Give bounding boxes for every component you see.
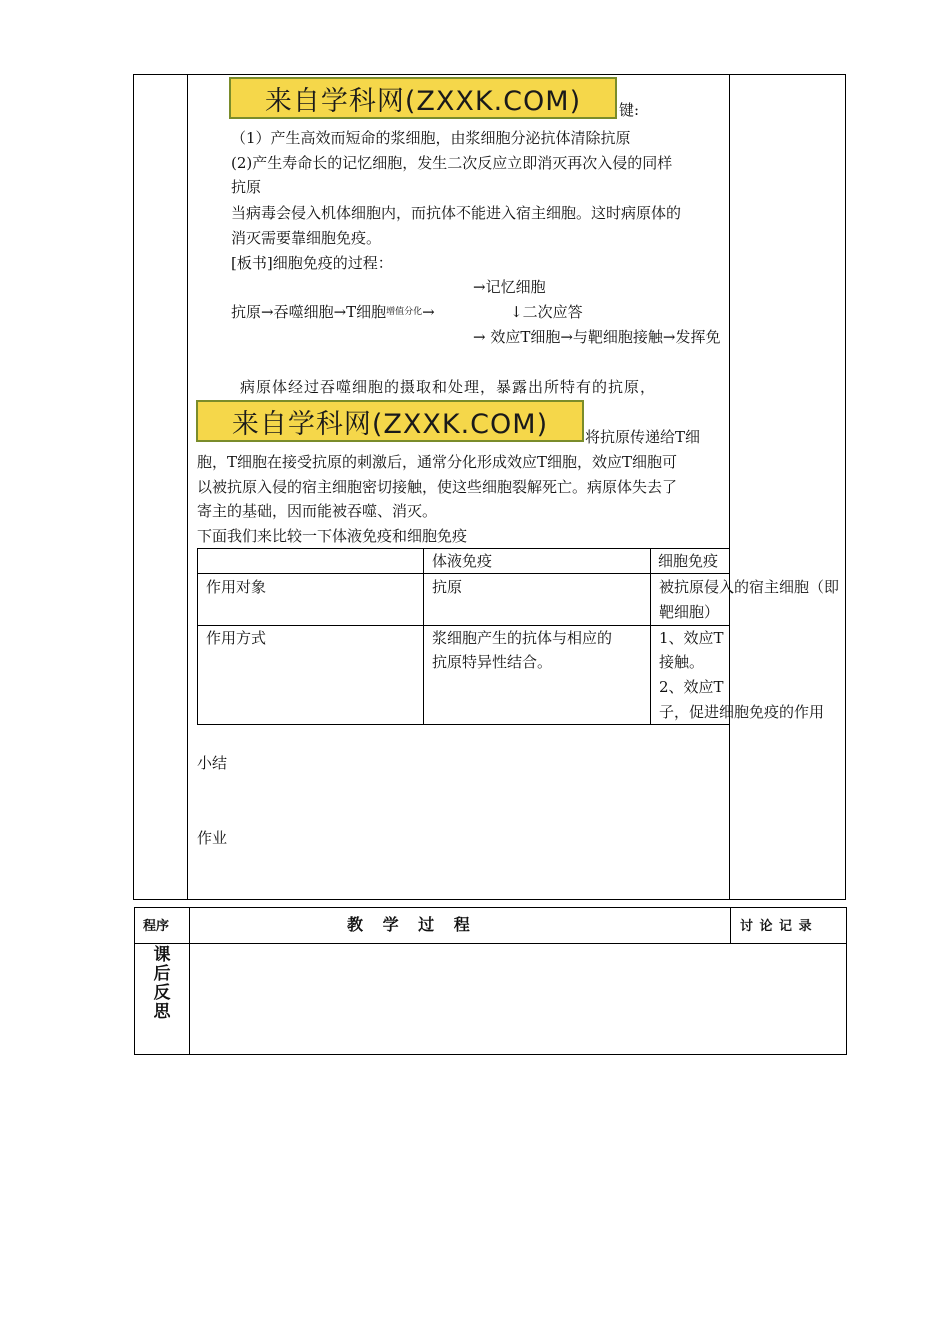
homework-label: 作业 [197,829,228,847]
flow-effector-chain: → 效应T细胞→与靶细胞接触→发挥免 [473,328,721,346]
discussion-header: 讨 论 记 录 [740,919,812,934]
reflection-char-2: 后 [153,964,171,984]
watermark-logo-top: 来自学科网(ZXXK.COM) [229,77,617,119]
bt-top [134,907,846,908]
flow-memory-cell: →记忆细胞 [473,278,546,296]
paragraph-5d: 寄主的基础，因而能被吞噬、消灭。 [197,502,438,520]
bt-div1 [189,907,190,1055]
cmp-row2-cellular-a: 1、效应T [659,629,724,647]
reflection-char-1: 课 [153,945,171,965]
cmp-row2-cellular-b: 接触。 [659,653,705,671]
cmp-header-humoral: 体液免疫 [432,552,493,570]
cmp-row1-humoral: 抗原 [432,578,463,596]
cmp-row1-cellular-a: 被抗原侵入的宿主细胞（即 [659,578,840,596]
paragraph-2b: 抗原 [231,178,262,196]
col-divider-1 [187,74,188,900]
outer-right-border [845,74,846,900]
outer-bottom-border [133,899,846,900]
cmp-row1-cellular-b: 靶细胞） [659,603,720,621]
teaching-process-header: 教 学 过 程 [347,915,470,934]
outer-left-border [133,74,134,900]
flow-arrow: → [422,303,435,321]
cmp-div2 [650,548,651,725]
cmp-header-cellular: 细胞免疫 [658,552,719,570]
paragraph-3a: 当病毒会侵入机体细胞内，而抗体不能进入宿主细胞。这时病原体的 [231,204,682,222]
bt-mid [134,943,846,944]
paragraph-5-suffix: 将抗原传递给T细 [585,428,701,446]
paragraph-3b: 消灭需要靠细胞免疫。 [231,229,382,247]
flow-main-chain [231,302,435,322]
reflection-label [150,946,174,1022]
cmp-row2-label: 作用方式 [206,629,267,647]
paragraph-5b: 胞，T细胞在接受抗原的刺激后，通常分化形成效应T细胞，效应T细胞可 [197,453,678,471]
cmp-row2-humoral-b: 抗原特异性结合。 [432,653,553,671]
bt-left [134,907,135,1055]
paragraph-5c: 以被抗原入侵的宿主细胞密切接触，使这些细胞裂解死亡。病原体失去了 [197,478,678,496]
paragraph-1: （1）产生高效而短命的浆细胞，由浆细胞分泌抗体清除抗原 [231,129,631,147]
compare-intro: 下面我们来比较一下体液免疫和细胞免疫 [197,527,468,545]
flow-main-text: 抗原→吞噬细胞→T细胞 [231,303,387,321]
cmp-div1 [423,548,424,725]
paragraph-4: 病原体经过吞噬细胞的摄取和处理，暴露出所特有的抗原， [240,378,657,396]
reflection-char-3: 反 [153,983,171,1003]
cmp-row2-cellular-d: 子，促进细胞免疫的作用 [659,703,825,721]
bt-bottom [134,1054,846,1055]
cmp-left [197,548,198,725]
outer-top-border [133,74,846,75]
key-suffix-text: 键: [619,101,640,119]
flow-secondary-response: ↓二次应答 [510,303,583,321]
cmp-row1-label: 作用对象 [206,578,267,596]
flow-sup-text: 增值分化 [386,307,423,317]
reflection-char-4: 思 [153,1002,171,1022]
bt-right [846,907,847,1055]
board-heading: [板书]细胞免疫的过程： [231,254,393,272]
paragraph-2a: (2)产生寿命长的记忆细胞，发生二次反应立即消灭再次入侵的同样 [231,154,673,172]
program-header: 程序 [143,919,170,934]
bt-div2 [730,907,731,944]
cmp-row2-humoral-a: 浆细胞产生的抗体与相应的 [432,629,613,647]
cmp-row2-cellular-c: 2、效应T [659,678,724,696]
watermark-logo-middle: 来自学科网(ZXXK.COM) [196,400,584,442]
col-divider-2 [729,74,730,900]
summary-label: 小结 [197,754,228,772]
